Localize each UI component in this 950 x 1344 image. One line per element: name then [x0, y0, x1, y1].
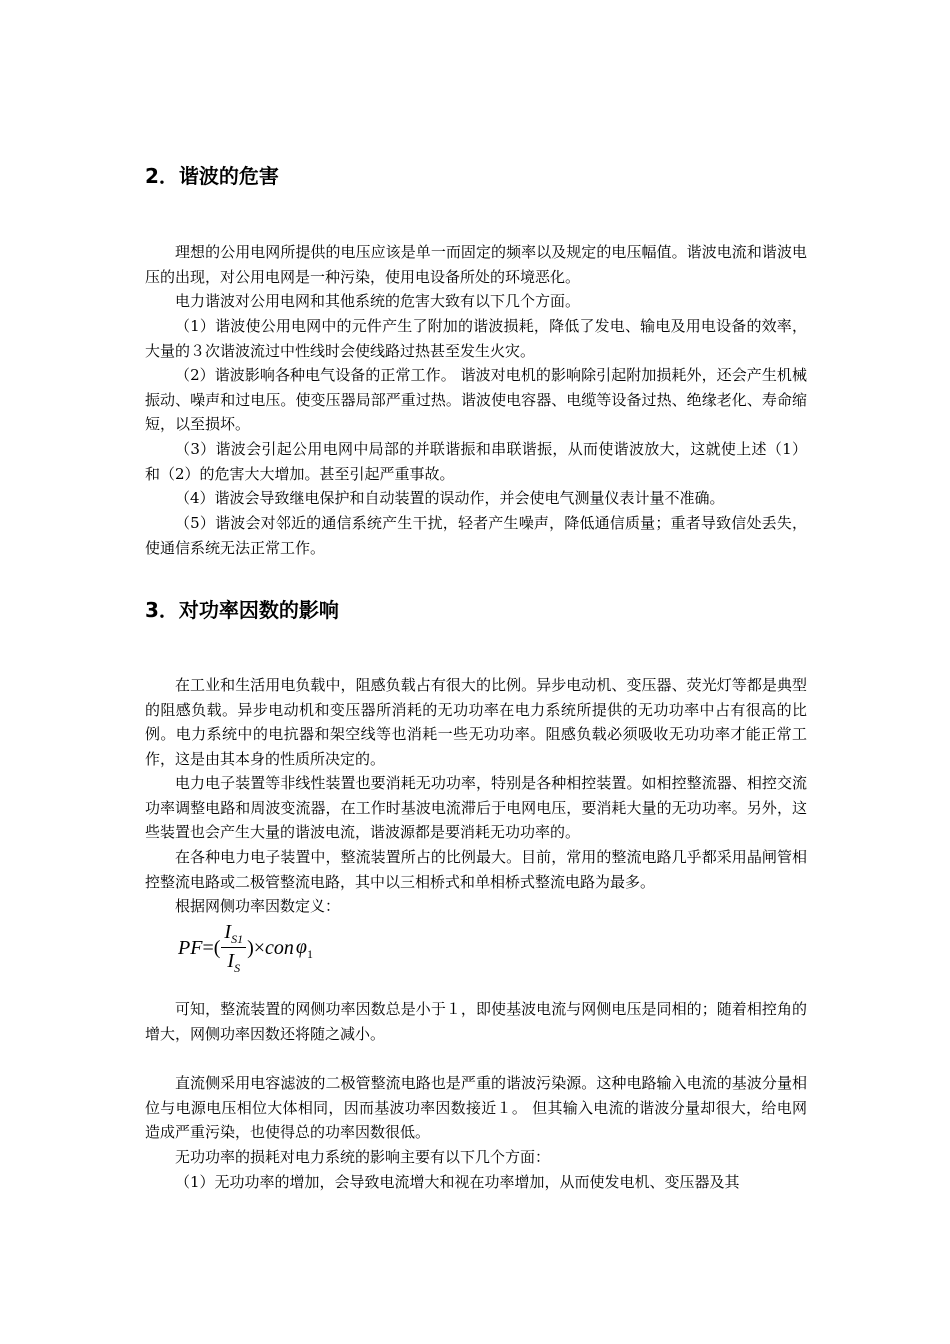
- paragraph: 在工业和生活用电负载中，阻感负载占有很大的比例。异步电动机、变压器、荧光灯等都是典型的阻感负载。异步电动机和变压器所消耗的无功功率在电力系统所提供的无功功率中占有很高的比例。电力系统中的电抗器和架空线等也消耗一些无功功率。阻感负载必须吸收无功功率才能正常工作，这是由其本身的性质所决定的。: [145, 676, 807, 768]
- paragraph: 根据网侧功率因数定义：: [175, 897, 341, 915]
- paragraph: （2）谐波影响各种电气设备的正常工作。 谐波对电机的影响除引起附加损耗外，还会产生机械振动、噪声和过电压。使变压器局部严重过热。谐波使电容器、电缆等设备过热、绝缘老化、寿命缩短，以至损坏。: [145, 366, 807, 433]
- power-factor-formula: [178, 922, 313, 974]
- formula-lhs: PF: [178, 937, 203, 959]
- paragraph: 电力电子装置等非线性装置也要消耗无功功率，特别是各种相控装置。如相控整流器、相控交流功率调整电路和周波变流器，在工作时基波电流滞后于电网电压，要消耗大量的无功功率。另外，这些装置也会产生大量的谐波电流，谐波源都是要消耗无功功率的。: [145, 774, 807, 841]
- paragraph: 直流侧采用电容滤波的二极管整流电路也是严重的谐波污染源。这种电路输入电流的基波分量相位与电源电压相位大体相同，因而基波功率因数接近１。 但其输入电流的谐波分量却很大，给电网造成严重污染，也使得总的功率因数很低。: [145, 1074, 807, 1141]
- paragraph: 可知，整流装置的网侧功率因数总是小于１，即使基波电流与网侧电压是同相的；随着相控角的增大，网侧功率因数还将随之减小。: [145, 1000, 807, 1043]
- formula-fraction: [221, 922, 246, 974]
- formula-close-times: )×: [247, 937, 266, 959]
- paragraph: 电力谐波对公用电网和其他系统的危害大致有以下几个方面。: [175, 292, 581, 310]
- fraction-denominator: $I_S$: [227, 950, 241, 975]
- paragraph: （4）谐波会导致继电保护和自动装置的误动作，并会使电气测量仪表计量不准确。: [175, 489, 725, 507]
- formula-equals-open: =(: [202, 937, 221, 959]
- formula-phi: $\varphi_1$: [295, 935, 313, 961]
- paragraph: （3）谐波会引起公用电网中局部的并联谐振和串联谐振，从而使谐波放大，这就使上述（1）和（2）的危害大大增加。甚至引起严重事故。: [145, 440, 807, 483]
- paragraph: （1）无功功率的增加，会导致电流增大和视在功率增加，从而使发电机、变压器及其: [175, 1173, 740, 1191]
- fraction-numerator: $I_{S1}$: [221, 922, 246, 948]
- paragraph: 在各种电力电子装置中，整流装置所占的比例最大。目前，常用的整流电路几乎都采用晶闸管相控整流电路或二极管整流电路，其中以三相桥式和单相桥式整流电路为最多。: [145, 848, 807, 891]
- paragraph: 无功功率的损耗对电力系统的影响主要有以下几个方面：: [175, 1148, 551, 1166]
- section-heading-harmonic-harm: 2．谐波的危害: [145, 164, 279, 188]
- paragraph: （1）谐波使公用电网中的元件产生了附加的谐波损耗，降低了发电、输电及用电设备的效率，大量的３次谐波流过中性线时会使线路过热甚至发生火灾。: [145, 317, 807, 360]
- paragraph: 理想的公用电网所提供的电压应该是单一而固定的频率以及规定的电压幅值。谐波电流和谐波电压的出现，对公用电网是一种污染，使用电设备所处的环境恶化。: [145, 243, 807, 286]
- formula-func: con: [265, 937, 294, 959]
- section-heading-power-factor: 3．对功率因数的影响: [145, 598, 339, 622]
- paragraph: （5）谐波会对邻近的通信系统产生干扰，轻者产生噪声，降低通信质量；重者导致信处丢失，使通信系统无法正常工作。: [145, 514, 807, 557]
